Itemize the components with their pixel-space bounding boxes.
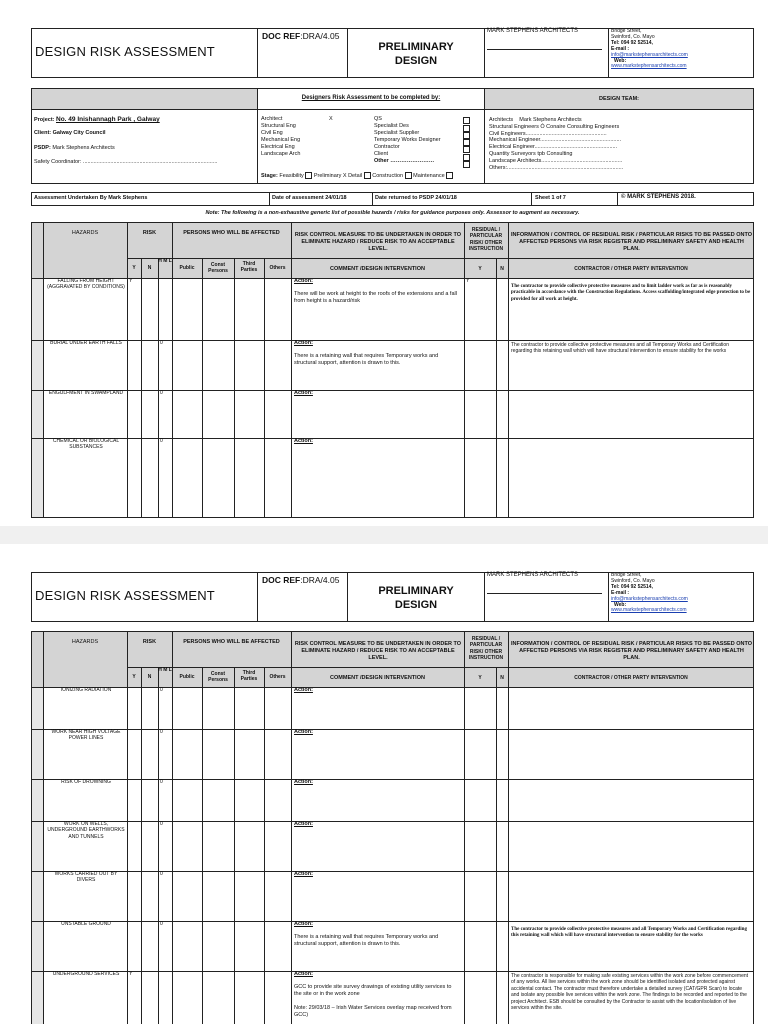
design-team-list: Architects Mark Stephens Architects Structural Engineers Ó Conaire Consulting Engineers Civil Engineers..................................................... Mechanical Engineer..................................................... Electrical Engineer...................................................... Quantity Surveyors tpb Consulting Landscape Architects..................................................... Others:............................................................................: [489, 117, 624, 171]
const-header: Const Persons: [208, 262, 228, 275]
hazard-name: UNDERGROUND SERVICES: [52, 971, 120, 977]
residual-y-header: Y: [478, 266, 482, 272]
roles-left-list: Architect X Structural Eng Civil Eng Mechanical Eng Electrical Eng Landscape Arch: [261, 116, 333, 157]
table-row: [31, 729, 754, 779]
risk-y-header: Y: [132, 265, 136, 271]
risk-hml-header: H M L: [158, 258, 172, 264]
hazard-table-2: [31, 631, 754, 1024]
action-text: There will be work at height to the roofs of the extensions and a fall from height is a hazard/risk: [294, 291, 457, 304]
guidance-note: Note: The following is a non-exhaustive generic list of possible hazards / risks for guidance purposes only. Assessor to augment as necessary.: [205, 210, 580, 216]
action-label: Action:: [294, 821, 313, 827]
web-link[interactable]: www.markstephensarchitects.com: [611, 63, 687, 70]
risk-header: RISK: [142, 230, 157, 236]
risk-hml-header: H M L: [158, 667, 172, 673]
residual-y-header: Y: [478, 675, 482, 681]
hazard-table-1: [31, 222, 754, 518]
residual-n-header: N: [500, 266, 504, 272]
email-link[interactable]: info@markstephensarchitects.com: [611, 51, 688, 58]
safety-coordinator-line: Safety Coordinator: ........................................................................................: [34, 159, 218, 165]
checkbox-qs[interactable]: [463, 117, 470, 124]
doc-ref: DOC REF:DRA/4.05: [262, 575, 340, 585]
risk-hml-value: 0: [160, 871, 163, 877]
risk-n-header: N: [147, 674, 152, 680]
hazard-name: UNSTABLE GROUND: [61, 921, 111, 927]
table-row: [31, 687, 754, 729]
preliminary-design-label: PRELIMINARY DESIGN: [378, 585, 454, 611]
residual-header: RESIDUAL / PARTICULAR RISK/ OTHER INSTRUCTION: [468, 636, 504, 662]
third-header: Third Parties: [240, 261, 258, 274]
hazard-name: IONIZING RADIATION: [60, 687, 112, 693]
checkbox-specialist-supplier[interactable]: [463, 132, 470, 139]
checkbox-client[interactable]: [463, 154, 470, 161]
hazard-name: WORK NEAR HIGH VOLTAGE POWER LINES: [51, 729, 121, 742]
persons-header: PERSONS WHO WILL BE AFFECTED: [183, 230, 280, 236]
contractor-intervention: The contractor is responsible for making safe existing services within the work zone before commencement of any works. All live services within the work zone should be identified isolated and protected against accidental contact. The contractor must therefore undertake a detailed survey (CAT/GPR Scan) to locate and isolate any possible live services within the work zone. The findings to be recorded and reported to the project Architect. ESB should be consulted by the Contractor to assist with the location/isolation of live services within the site.: [511, 973, 749, 1012]
control-header: RISK CONTROL MEASURE TO BE UNDERTAKEN IN ORDER TO ELIMINATE HAZARD / REDUCE RISK TO AN ACCEPTABLE LEVEL.: [294, 232, 462, 252]
residual-n-header: N: [500, 675, 504, 681]
checkbox-detail[interactable]: [364, 172, 371, 179]
roles-right-list: QS Specialist Des Specialist Supplier Temporary Works Designer Contractor Client Other ……………………: [374, 116, 441, 164]
action-label: Action:: [294, 438, 313, 444]
checkbox-maintenance[interactable]: [446, 172, 453, 179]
checkbox-construction[interactable]: [405, 172, 412, 179]
comment-header: COMMENT /DESIGN INTERVENTION: [330, 675, 425, 681]
action-label: Action:: [294, 729, 313, 735]
action-label: Action:: [294, 390, 313, 396]
web-link[interactable]: www.markstephensarchitects.com: [611, 607, 687, 614]
contractor-header: CONTRACTOR / OTHER PARTY INTERVENTION: [574, 675, 688, 681]
table-row: [31, 390, 754, 438]
action-label: Action:: [294, 971, 313, 977]
document-page-2: [0, 544, 768, 1024]
hazard-name: WORK ON WELLS, UNDERGROUND EARTHWORKS AND TUNNELS: [47, 821, 125, 840]
psdp-line: PSDP: Mark Stephens Architects: [34, 145, 115, 151]
public-header: Public: [179, 265, 195, 271]
hazard-name: BURIAL UNDER EARTH FALLS: [50, 340, 122, 346]
returned-date: Date returned to PSDP 24/01/18: [375, 195, 457, 201]
action-label: Action:: [294, 871, 313, 877]
action-label: Action:: [294, 687, 313, 693]
contractor-intervention: The contractor to provide collective protective measures and to limit ladder work as far as is reasonably practicable in accordance with the Construction Regulations. Access scaffolding/integrated edge protection to be provided for all work at height.: [511, 284, 751, 302]
checkbox-specialist-des[interactable]: [463, 125, 470, 132]
table-row: [31, 779, 754, 821]
hazard-name: ENGULFMENT IN SWAMPLAND: [48, 390, 124, 396]
firm-contact: Bridge Street, Swinford, Co. Mayo Tel: 094 92 52514, E-mail : info@markstephensarchitects.com Web: www.markstephensarchitects.com: [611, 28, 688, 70]
public-header: Public: [179, 674, 195, 680]
risk-hml-value: 0: [160, 390, 163, 396]
checkbox-other[interactable]: [463, 161, 470, 168]
persons-header: PERSONS WHO WILL BE AFFECTED: [183, 639, 280, 645]
doc-ref: DOC REF:DRA/4.05: [262, 31, 340, 41]
action-label: Action:: [294, 340, 313, 346]
table-row: [31, 871, 754, 921]
checkbox-feasibility[interactable]: [305, 172, 312, 179]
preliminary-design-label: PRELIMINARY DESIGN: [378, 41, 454, 67]
document-title: DESIGN RISK ASSESSMENT: [35, 44, 215, 59]
checkbox-contractor[interactable]: [463, 146, 470, 153]
action-text: There is a retaining wall that requires Temporary works and structural support, attention is drawn to this.: [294, 934, 439, 947]
risk-hml-value: 0: [160, 687, 163, 693]
hazards-header: HAZARDS: [71, 230, 99, 236]
info-header: INFORMATION / CONTROL OF RESIDUAL RISK / PARTICULAR RISKS TO BE PASSED ONTO AFFECTED PERSONS VIA RISK REGISTER AND PRELIMINARY SAFETY AND HEALTH PLAN.: [511, 232, 752, 252]
risk-hml-value: 0: [160, 821, 163, 827]
risk-hml-value: 0: [160, 438, 163, 444]
hazard-name: CHEMICAL OR BIOLOGICAL SUBSTANCES: [52, 438, 120, 451]
hazard-name: WORKS CARRIED OUT BY DIVERS: [54, 871, 118, 884]
risk-y-header: Y: [132, 674, 136, 680]
contractor-intervention: The contractor to provide collective protective measures and all Temporary Works and Certification regarding this retaining wall which will have structural intervention to ensure stability for the works: [511, 927, 747, 939]
risk-n-header: N: [147, 265, 152, 271]
contractor-intervention: The contractor to provide collective protective measures and all Temporary Works and Certification regarding this retaining wall which will have structural intervention to ensure stability for the works: [511, 342, 729, 355]
residual-header: RESIDUAL / PARTICULAR RISK/ OTHER INSTRUCTION: [468, 227, 504, 253]
const-header: Const Persons: [208, 671, 228, 684]
firm-name: MARK STEPHENS ARCHITECTS: [487, 572, 579, 578]
control-header: RISK CONTROL MEASURE TO BE UNDERTAKEN IN ORDER TO ELIMINATE HAZARD / REDUCE RISK TO AN ACCEPTABLE LEVEL.: [294, 641, 462, 661]
action-label: Action:: [294, 278, 313, 284]
risk-hml-value: 0: [160, 779, 163, 785]
document-title: DESIGN RISK ASSESSMENT: [35, 588, 215, 603]
comment-header: COMMENT /DESIGN INTERVENTION: [330, 266, 425, 272]
action-text: GCC to provide site survey drawings of existing utility services to the site or in the work zone Note: 29/03/18 – Irish Water Services overlay map received from GCC): [294, 984, 452, 1018]
others-header: Others: [269, 674, 286, 680]
role-checkboxes: [463, 117, 470, 168]
risk-hml-value: 0: [160, 729, 163, 735]
project-line: Project: No. 49 Inishannagh Park , Galway: [34, 116, 160, 123]
firm-contact: Bridge Street, Swinford, Co. Mayo Tel: 094 92 52514, E-mail : info@markstephensarchitects.com Web: www.markstephensarchitects.com: [611, 572, 688, 614]
risk-hml-value: 0: [160, 340, 163, 346]
assessment-by: Assessment Undertaken By Mark Stephens: [34, 195, 148, 201]
hazard-name: RISK OF DROWNING: [61, 779, 111, 785]
hazard-name: FALLING FROM HEIGHT (AGGRAVATED BY CONDITIONS): [47, 278, 125, 291]
checkbox-temporary-works[interactable]: [463, 139, 470, 146]
sheet-number: Sheet 1 of 7: [535, 195, 566, 201]
others-header: Others: [269, 265, 286, 271]
email-link[interactable]: info@markstephensarchitects.com: [611, 595, 688, 602]
client-line: Client: Galway City Council: [34, 130, 106, 136]
firm-name: MARK STEPHENS ARCHITECTS: [487, 28, 579, 34]
design-team-heading: DESIGN TEAM:: [598, 96, 640, 102]
third-header: Third Parties: [240, 670, 258, 683]
contractor-header: CONTRACTOR / OTHER PARTY INTERVENTION: [574, 266, 688, 272]
table-row: [31, 821, 754, 871]
copyright: © MARK STEPHENS 2018.: [621, 194, 696, 200]
risk-y-value: Y: [129, 971, 133, 977]
residual-y-value: Y: [466, 278, 470, 284]
action-label: Action:: [294, 779, 313, 785]
assessment-date: Date of assessment 24/01/18: [272, 195, 347, 201]
risk-hml-value: 0: [160, 921, 163, 927]
risk-header: RISK: [142, 639, 157, 645]
table-row: [31, 438, 754, 518]
hazards-header: HAZARDS: [71, 639, 99, 645]
action-label: Action:: [294, 921, 313, 927]
stage-line: Stage: Feasibility Preliminary X Detail Construction Maintenance: [261, 172, 453, 180]
info-header: INFORMATION / CONTROL OF RESIDUAL RISK / PARTICULAR RISKS TO BE PASSED ONTO AFFECTED PERSONS VIA RISK REGISTER AND PRELIMINARY SAFETY AND HEALTH PLAN.: [511, 641, 752, 661]
designers-heading: Designers Risk Assessment to be completed by:: [301, 95, 441, 101]
risk-y-value: Y: [129, 278, 133, 284]
action-text: There is a retaining wall that requires Temporary works and structural support, attention is drawn to this.: [294, 353, 439, 366]
